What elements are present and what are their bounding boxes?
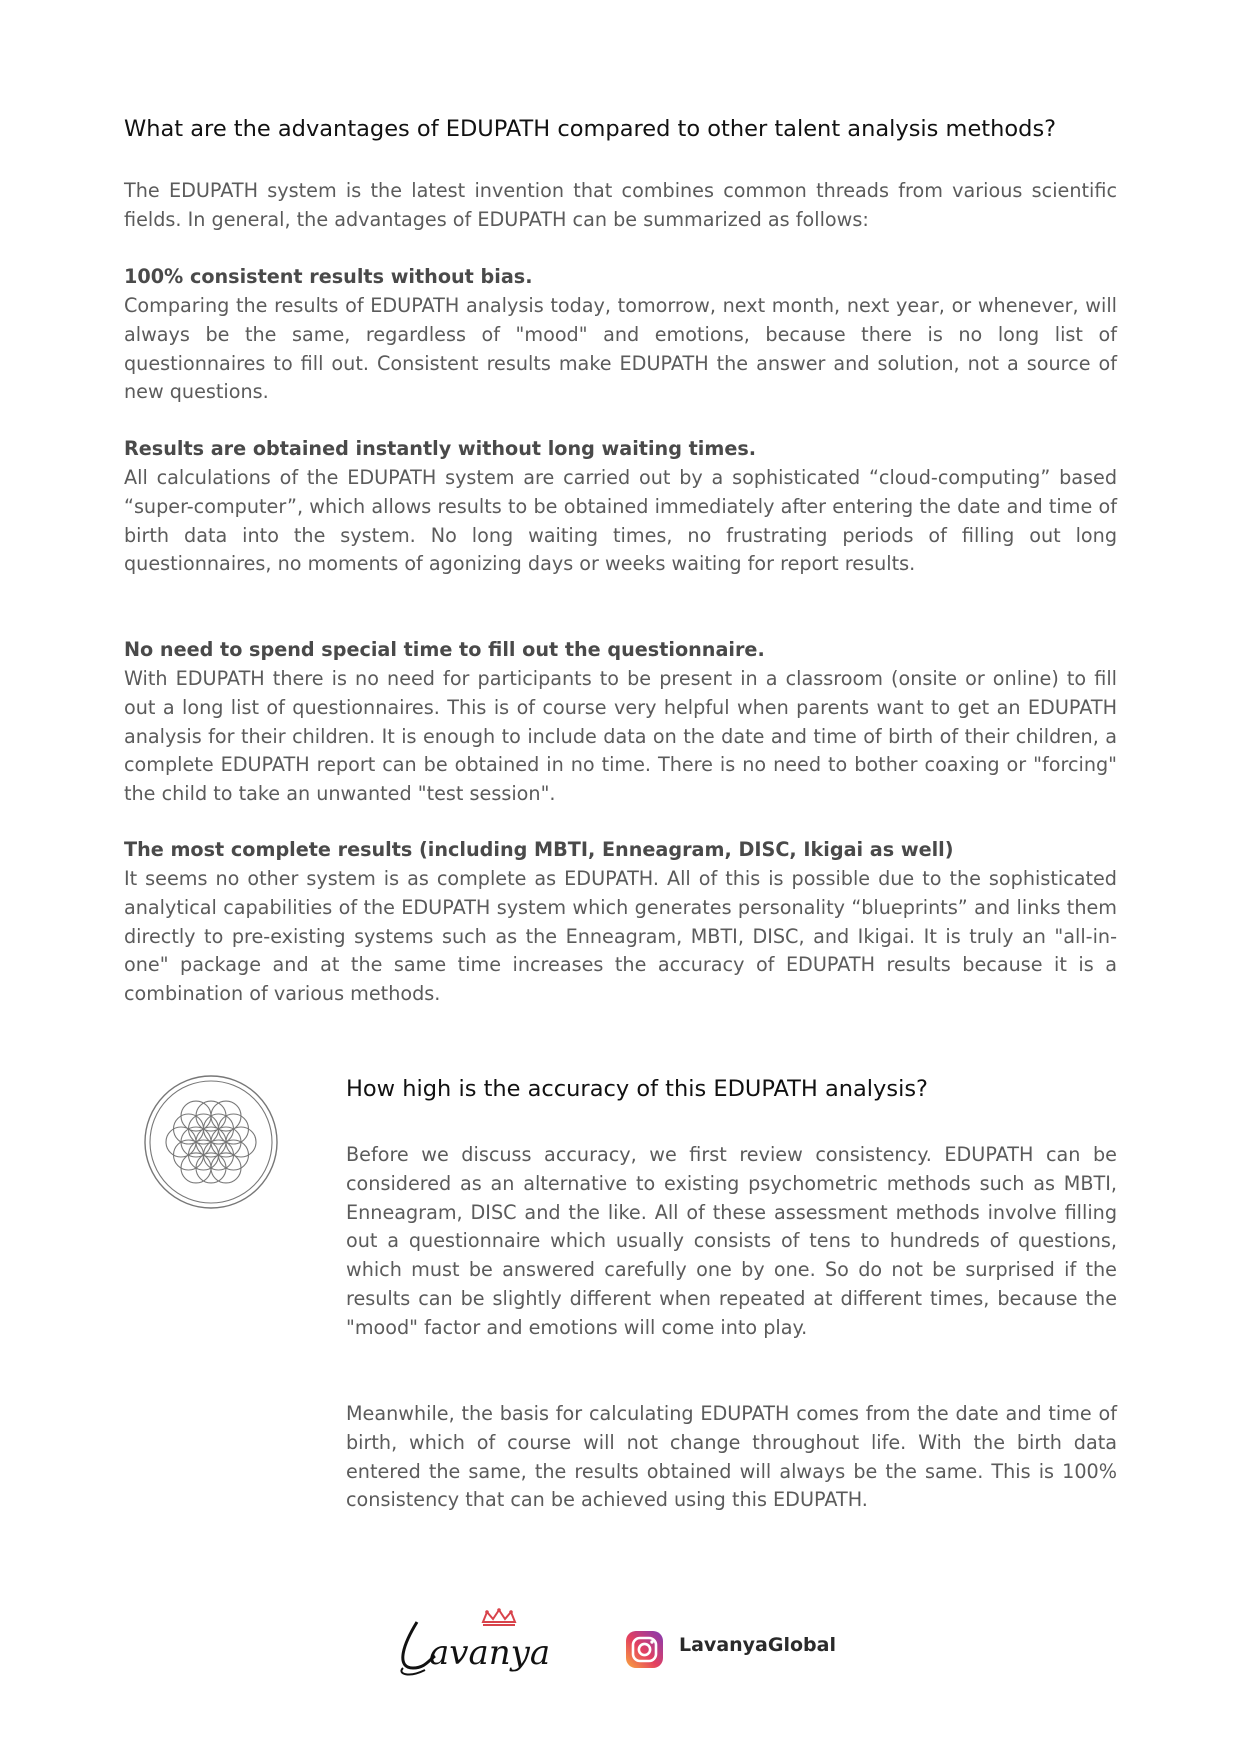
section-title-accuracy: How high is the accuracy of this EDUPATH analysis? (346, 1076, 929, 1102)
point-heading-no-questionnaire: No need to spend special time to fill out the questionnaire. (124, 638, 765, 661)
accuracy-paragraph-1: Before we discuss accuracy, we first review consistency. EDUPATH can be considered as an alternative to existing psychometric methods such as MBTI, Enneagram, DISC and the like. All of these assessment methods involve filling out a questionnaire which usually consists of tens to hundreds of questions, which must be answered carefully one by one. So do not be surprised if the results can be slightly different when repeated at different times, because the "mood" factor and emotions will come into play. (346, 1143, 1117, 1339)
point-body-consistent: Comparing the results of EDUPATH analysis today, tomorrow, next month, next year, or whenever, will always be the same, regardless of "mood" and emotions, because there is no long list of questionnaires to fill out. Consistent results make EDUPATH the answer and solution, not a source of new questions. (124, 294, 1117, 404)
instagram-handle[interactable]: LavanyaGlobal (679, 1634, 836, 1656)
crown-icon (483, 1608, 515, 1625)
point-heading-instant: Results are obtained instantly without long waiting times. (124, 437, 757, 460)
flower-of-life-icon (144, 1075, 278, 1209)
instagram-icon[interactable] (625, 1630, 664, 1669)
point-body-instant: All calculations of the EDUPATH system are carried out by a sophisticated “cloud-computing” based “super-computer”, which allows results to be obtained immediately after entering the date and time of birth data into the system. No long waiting times, no frustrating periods of filling out long questionnaires, no moments of agonizing days or weeks waiting for report results. (124, 466, 1117, 576)
accuracy-paragraph-2: Meanwhile, the basis for calculating EDUPATH comes from the date and time of birth, which of course will not change throughout life. With the birth data entered the same, the results obtained will always be the same. This is 100% consistency that can be achieved using this EDUPATH. (346, 1402, 1117, 1512)
point-body-no-questionnaire: With EDUPATH there is no need for participants to be present in a classroom (onsite or online) to fill out a long list of questionnaires. This is of course very helpful when parents want to get an EDUPATH analysis for their children. It is enough to include data on the date and time of birth of their children, a complete EDUPATH report can be obtained in no time. There is no need to bother coaxing or "forcing" the child to take an unwanted "test session". (124, 667, 1117, 806)
section-title-advantages: What are the advantages of EDUPATH compared to other talent analysis methods? (124, 116, 1057, 142)
point-body-complete: It seems no other system is as complete as EDUPATH. All of this is possible due to the sophisticated analytical capabilities of the EDUPATH system which generates personality “blueprints” and links them directly to pre-existing systems such as the Enneagram, MBTI, DISC, and Ikigai. It is truly an "all-in-one" package and at the same time increases the accuracy of EDUPATH results because it is a combination of various methods. (124, 867, 1117, 1006)
intro-paragraph: The EDUPATH system is the latest invention that combines common threads from various scientific fields. In general, the advantages of EDUPATH can be summarized as follows: (124, 179, 1117, 231)
svg-text:avanya: avanya (429, 1633, 551, 1673)
lavanya-logo (395, 1608, 580, 1680)
point-heading-complete: The most complete results (including MBTI, Enneagram, DISC, Ikigai as well) (124, 838, 954, 861)
point-heading-consistent: 100% consistent results without bias. (124, 265, 533, 288)
